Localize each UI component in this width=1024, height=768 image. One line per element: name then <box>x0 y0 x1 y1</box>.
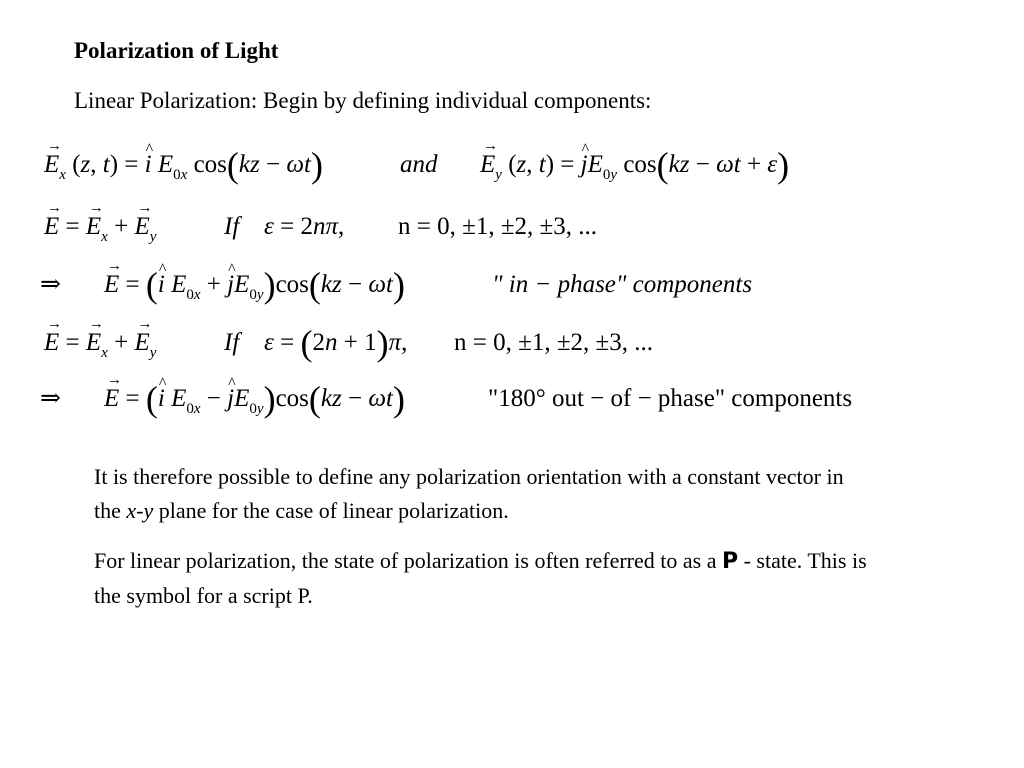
script-p-symbol: P <box>721 549 739 574</box>
if-label: If <box>224 329 240 356</box>
equation-e-sum: → E = → $E_x$ + → $E_y$ <box>44 330 156 361</box>
in-phase-label: " in − phase" components <box>492 271 753 298</box>
paragraph-p-state-end: - state. This is the symbol for a script P. <box>94 548 867 608</box>
slide-title: Polarization of Light <box>74 38 279 63</box>
equation-e-out-phase: → E = (^ i $E_{0x}$ − ^ $jE_{0y})\cos(kz - \omega t)$ <box>104 386 405 417</box>
epsilon-condition: ε = 2nπ, <box>264 213 345 240</box>
out-phase-label: "180° out − of − phase" components <box>488 385 853 412</box>
implies-arrow: ⇒ <box>40 271 61 298</box>
paragraph-orientation <box>94 460 874 528</box>
paragraph-p-state <box>94 544 874 613</box>
paragraph-orientation-end: plane for the case of linear polarization. <box>153 498 509 523</box>
intro-text: Linear Polarization: Begin by defining individual components: <box>74 88 652 113</box>
equation-ey: → $E_y$ (z, t) = ^ $jE_{0y}$ cos(kz − ωt + ε) <box>480 152 789 183</box>
epsilon-condition: ε = (2n + 1)π, <box>264 323 408 363</box>
if-label: If <box>224 213 240 240</box>
paragraph-p-state-text: For linear polarization, the state of polarization is often referred to as a <box>94 548 722 573</box>
and-label: and <box>400 151 438 178</box>
equation-e-in-phase: → E = (^ i $E_{0x}$ + ^ $jE_{0y})\cos(kz - \omega t)$ <box>104 272 405 303</box>
implies-arrow: ⇒ <box>40 385 61 412</box>
equation-e-sum: → E = → $E_x$ + → $E_y$ <box>44 214 156 245</box>
n-values: n = 0, ±1, ±2, ±3, ... <box>454 329 654 356</box>
xy-plane-term: x-y <box>126 498 154 523</box>
equation-ex: → $E_x$ (z, t) = ^ i $E_{0x}$ cos(kz − ωt) <box>44 152 323 183</box>
n-values: n = 0, ±1, ±2, ±3, ... <box>398 213 598 240</box>
paragraph-orientation-text: It is therefore possible to define any polarization orientation with a constant vector in the <box>94 464 844 523</box>
